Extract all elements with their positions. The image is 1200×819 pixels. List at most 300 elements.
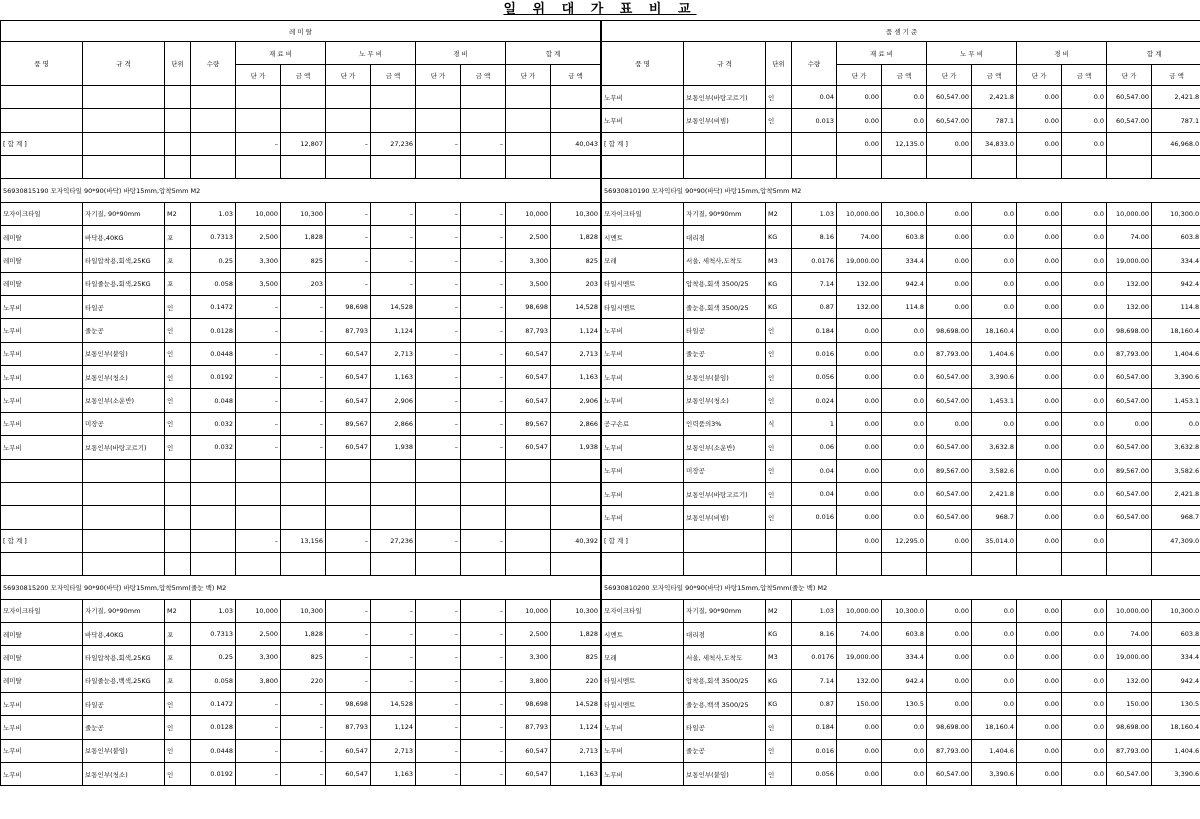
cell: 1,828 [551,226,601,249]
cell: 바닥용,40KG [83,226,165,249]
cell: 14,528 [371,692,416,715]
cell: 1,124 [551,716,601,739]
cell: – [236,132,281,155]
cell: – [236,762,281,785]
empty-cell [83,459,165,482]
cell: 보통인부(청소) [684,389,766,412]
cell: – [416,529,461,552]
cell: 130.5 [882,692,927,715]
cell: 2,866 [371,412,416,435]
cell: – [461,132,506,155]
cell [766,529,792,552]
cell: 0.0 [882,506,927,529]
cell: – [236,739,281,762]
empty-cell [83,86,165,109]
col-total: 합 계 [506,42,601,65]
empty-cell [766,552,792,575]
cell: 보통인부(붙임) [684,366,766,389]
cell: – [326,132,371,155]
cell: 942.4 [1152,272,1200,295]
cell: 220 [281,669,326,692]
cell: 60,547 [506,762,551,785]
empty-cell [236,506,281,529]
cell: 노무비 [602,86,684,109]
empty-cell [551,459,601,482]
empty-cell [281,482,326,505]
col-unit-price: 단 가 [326,65,371,86]
cell: 노무비 [1,692,83,715]
cell: 자기질, 90*90mm [83,202,165,225]
empty-cell [551,86,601,109]
cell: 모자이크타일 [602,202,684,225]
cell: 보통인부(청소) [83,762,165,785]
col-qty: 수량 [191,42,236,86]
cell: – [416,389,461,412]
cell: 줄눈용,회색 3500/25 [684,296,766,319]
cell: – [461,436,506,459]
empty-cell [191,482,236,505]
cell: 0.0 [972,249,1017,272]
empty-cell [506,109,551,132]
table-row [1,389,601,412]
cell: 10,000 [236,599,281,622]
col-unit-price: 단 가 [837,65,882,86]
cell: 1,404.6 [1152,739,1200,762]
cell: 0.058 [191,272,236,295]
cell: 0.00 [837,109,882,132]
cell: 0.00 [1017,132,1062,155]
col-unit: 단위 [165,42,191,86]
cell: – [461,599,506,622]
table-row [1,552,601,575]
cell: 203 [551,272,601,295]
cell: 1,828 [281,622,326,645]
cell: 0.0 [1062,132,1107,155]
cell: – [236,412,281,435]
cell: 0.0 [882,716,927,739]
cell: – [416,622,461,645]
empty-cell [281,86,326,109]
cell: [ 합 계 ] [602,132,684,155]
empty-cell [416,86,461,109]
cell: 130.5 [1152,692,1200,715]
cell: 0.0 [1062,296,1107,319]
cell: M3 [766,249,792,272]
empty-cell [506,506,551,529]
cell: 포 [165,646,191,669]
col-labor: 노 무 비 [927,42,1017,65]
cell: 보통인부(붙임) [684,762,766,785]
cell: 0.00 [1017,459,1062,482]
empty-cell [236,156,281,179]
col-material: 재 료 비 [837,42,927,65]
cell: 0.0 [972,202,1017,225]
cell [506,529,551,552]
empty-cell [326,459,371,482]
cell: M2 [766,599,792,622]
cell: 603.8 [882,622,927,645]
empty-cell [792,552,837,575]
empty-cell [602,552,684,575]
empty-cell [165,156,191,179]
cell: 줄눈공 [83,716,165,739]
empty-cell [83,156,165,179]
cell: 98,698 [326,296,371,319]
empty-cell [165,482,191,505]
cell: 0.0 [1062,459,1107,482]
cell: 모래 [602,646,684,669]
cell: 132.00 [1107,296,1152,319]
cell: KG [766,669,792,692]
empty-cell [281,156,326,179]
cell: 87,793 [326,716,371,739]
col-amount: 금 액 [972,65,1017,86]
cell: 2,866 [551,412,601,435]
cell: – [281,716,326,739]
cell [191,529,236,552]
cell: 60,547.00 [927,109,972,132]
cell: – [236,436,281,459]
left-table [0,20,601,786]
cell: 98,698.00 [927,716,972,739]
cell: 0.016 [792,739,837,762]
cell: 603.8 [882,226,927,249]
cell: 보통인부(바탕고르기) [684,86,766,109]
cell: 98,698 [326,692,371,715]
cell: 0.0176 [792,249,837,272]
cell: 0.00 [1017,669,1062,692]
empty-cell [461,156,506,179]
cell [766,132,792,155]
cell: 60,547.00 [1107,109,1152,132]
table-row [1,272,601,295]
cell: – [236,342,281,365]
cell: – [371,226,416,249]
cell: 0.0 [1062,412,1107,435]
cell: 0.016 [792,506,837,529]
table-row [602,669,1200,692]
empty-cell [551,156,601,179]
cell: 0.00 [837,506,882,529]
cell: 14,528 [371,296,416,319]
cell: 60,547.00 [1107,389,1152,412]
table-row [1,86,601,109]
cell: 보통인부(붙임) [83,739,165,762]
cell: 334.4 [1152,249,1200,272]
cell: 인 [766,389,792,412]
table-row [602,692,1200,715]
table-row [602,202,1200,225]
cell: 27,236 [371,132,416,155]
header-row [1,42,601,65]
cell: 인 [766,506,792,529]
cell: – [461,226,506,249]
col-expense: 경 비 [416,42,506,65]
cell: 2,500 [506,622,551,645]
cell: 0.0 [882,459,927,482]
empty-cell [83,482,165,505]
cell: 노무비 [602,366,684,389]
cell: 인 [766,86,792,109]
cell: – [461,342,506,365]
cell: 19,000.00 [1107,646,1152,669]
cell: 타일시멘트 [602,296,684,319]
table-row [602,622,1200,645]
empty-cell [551,109,601,132]
cell: 노무비 [1,319,83,342]
empty-cell [461,459,506,482]
cell: 150.00 [1107,692,1152,715]
cell: 포 [165,272,191,295]
cell: 60,547 [326,762,371,785]
cell: 1,163 [551,366,601,389]
empty-cell [191,109,236,132]
empty-cell [326,552,371,575]
cell: 타일공 [684,716,766,739]
table-row [1,622,601,645]
cell: 0.048 [191,389,236,412]
cell: 12,807 [281,132,326,155]
table-row [602,552,1200,575]
table-row [602,506,1200,529]
cell: M2 [165,202,191,225]
empty-cell [602,156,684,179]
cell: 60,547.00 [927,482,972,505]
cell: 89,567 [326,412,371,435]
cell: 87,793.00 [1107,739,1152,762]
empty-cell [972,156,1017,179]
cell: 0.00 [1017,342,1062,365]
cell: – [371,599,416,622]
cell: 자기질, 90*90mm [684,599,766,622]
cell: 노무비 [1,342,83,365]
table-row [602,226,1200,249]
cell: 132.00 [1107,272,1152,295]
cell: 노무비 [602,506,684,529]
cell: 2,500 [236,226,281,249]
cell: 0.0 [1062,319,1107,342]
cell: 인 [165,342,191,365]
cell: – [281,296,326,319]
cell [792,529,837,552]
cell: 1.03 [191,202,236,225]
cell: – [461,319,506,342]
col-unit-price: 단 가 [927,65,972,86]
empty-cell [191,506,236,529]
cell: 10,300 [281,599,326,622]
empty-cell [236,482,281,505]
cell: – [236,366,281,389]
cell: 보통인부(비빔) [684,506,766,529]
cell: 0.00 [927,622,972,645]
col-amount: 금 액 [1152,65,1200,86]
cell: [ 합 계 ] [602,529,684,552]
cell: 0.0 [972,669,1017,692]
page-title: 일 위 대 가 표 비 교 [503,2,697,17]
cell: – [416,599,461,622]
item-code-row [1,576,601,599]
empty-cell [326,109,371,132]
cell: 0.00 [1017,622,1062,645]
cell: 60,547 [326,436,371,459]
cell: – [371,669,416,692]
cell: 74.00 [837,622,882,645]
cell: 0.0 [972,692,1017,715]
table-row [602,599,1200,622]
cell: – [326,599,371,622]
item-description: 56930810190 모자익타일 90*90(바닥) 바탕15mm,압착5mm M2 [602,179,1200,202]
empty-cell [281,552,326,575]
empty-cell [326,482,371,505]
cell: 10,000 [506,202,551,225]
cell: 0.25 [191,646,236,669]
empty-cell [281,109,326,132]
cell: 0.0 [1062,202,1107,225]
empty-cell [551,552,601,575]
col-qty: 수량 [792,42,837,86]
table-row [1,156,601,179]
cell: 노무비 [1,412,83,435]
cell: 0.0 [1062,482,1107,505]
cell: 인 [165,412,191,435]
cell: 인 [165,366,191,389]
cell: 40,043 [551,132,601,155]
col-labor: 노 무 비 [326,42,416,65]
cell: 0.0 [1062,506,1107,529]
empty-cell [281,506,326,529]
cell: 0.00 [927,692,972,715]
empty-cell [972,552,1017,575]
col-unit-price: 단 가 [1107,65,1152,86]
col-spec: 규 격 [83,42,165,86]
empty-cell [506,459,551,482]
total-row [1,132,601,155]
empty-cell [837,156,882,179]
cell: 0.0 [1062,622,1107,645]
cell: 0.00 [1017,506,1062,529]
cell: 0.0 [882,389,927,412]
cell: 타일공 [684,319,766,342]
cell: 0.0 [972,296,1017,319]
cell: 미장공 [684,459,766,482]
cell: 인 [766,482,792,505]
col-amount: 금 액 [281,65,326,86]
cell: 46,968.0 [1152,132,1200,155]
cell: 대리점 [684,226,766,249]
cell: – [326,529,371,552]
cell: 132.00 [837,296,882,319]
cell: 2,713 [551,739,601,762]
cell: 334.4 [1152,646,1200,669]
table-row [602,436,1200,459]
cell: – [281,412,326,435]
cell: 레미탈 [1,272,83,295]
cell: 자기질, 90*90mm [83,599,165,622]
cell: 노무비 [602,109,684,132]
cell: 인 [165,739,191,762]
cell: 노무비 [1,762,83,785]
cell: – [371,646,416,669]
empty-cell [83,552,165,575]
cell: 보통인부(소운반) [684,436,766,459]
cell: – [371,202,416,225]
table-row [1,482,601,505]
cell: 114.8 [1152,296,1200,319]
cell: 0.013 [792,109,837,132]
cell: 74.00 [1107,622,1152,645]
cell: 10,300 [551,599,601,622]
empty-cell [551,506,601,529]
cell: 0.04 [792,86,837,109]
cell: 10,000 [506,599,551,622]
cell: 타일시멘트 [602,272,684,295]
cell: 0.00 [927,226,972,249]
cell: 타일공 [83,296,165,319]
empty-cell [927,552,972,575]
total-row [602,529,1200,552]
cell: 보통인부(비빔) [684,109,766,132]
cell: 3,390.6 [972,366,1017,389]
cell: 0.00 [927,599,972,622]
cell: 0.024 [792,389,837,412]
cell: 0.00 [837,86,882,109]
cell: 0.00 [1017,86,1062,109]
cell: 0.0 [882,762,927,785]
cell: 0.00 [927,272,972,295]
cell: 0.00 [927,132,972,155]
cell: – [461,622,506,645]
cell: – [461,669,506,692]
empty-cell [1017,552,1062,575]
cell: 132.00 [837,669,882,692]
cell: – [461,692,506,715]
cell: 노무비 [1,739,83,762]
cell: 1,124 [371,716,416,739]
cell: – [236,389,281,412]
cell: 603.8 [1152,622,1200,645]
cell: 87,793 [506,319,551,342]
empty-cell [1,86,83,109]
cell: – [371,272,416,295]
cell: 0.0448 [191,342,236,365]
cell: 12,295.0 [882,529,927,552]
cell [165,529,191,552]
cell: KG [766,622,792,645]
cell: 0.0 [1062,342,1107,365]
cell: 8.16 [792,226,837,249]
cell: 0.0 [972,412,1017,435]
section-heading: 품 셈 기 준 [602,21,1200,42]
cell: – [371,622,416,645]
cell: 3,800 [236,669,281,692]
cell: 14,528 [551,296,601,319]
cell: 0.00 [837,342,882,365]
cell: 인 [165,692,191,715]
cell: 0.00 [1017,716,1062,739]
cell: 0.058 [191,669,236,692]
section-heading: 레 미 탈 [1,21,601,42]
cell: – [281,389,326,412]
cell: – [416,692,461,715]
cell: 1.03 [191,599,236,622]
table-row [1,739,601,762]
cell: 0.00 [1017,109,1062,132]
cell: 2,500 [236,622,281,645]
empty-cell [416,109,461,132]
cell: 줄눈공 [684,342,766,365]
cell: 10,000.00 [837,599,882,622]
cell: 0.00 [1017,319,1062,342]
